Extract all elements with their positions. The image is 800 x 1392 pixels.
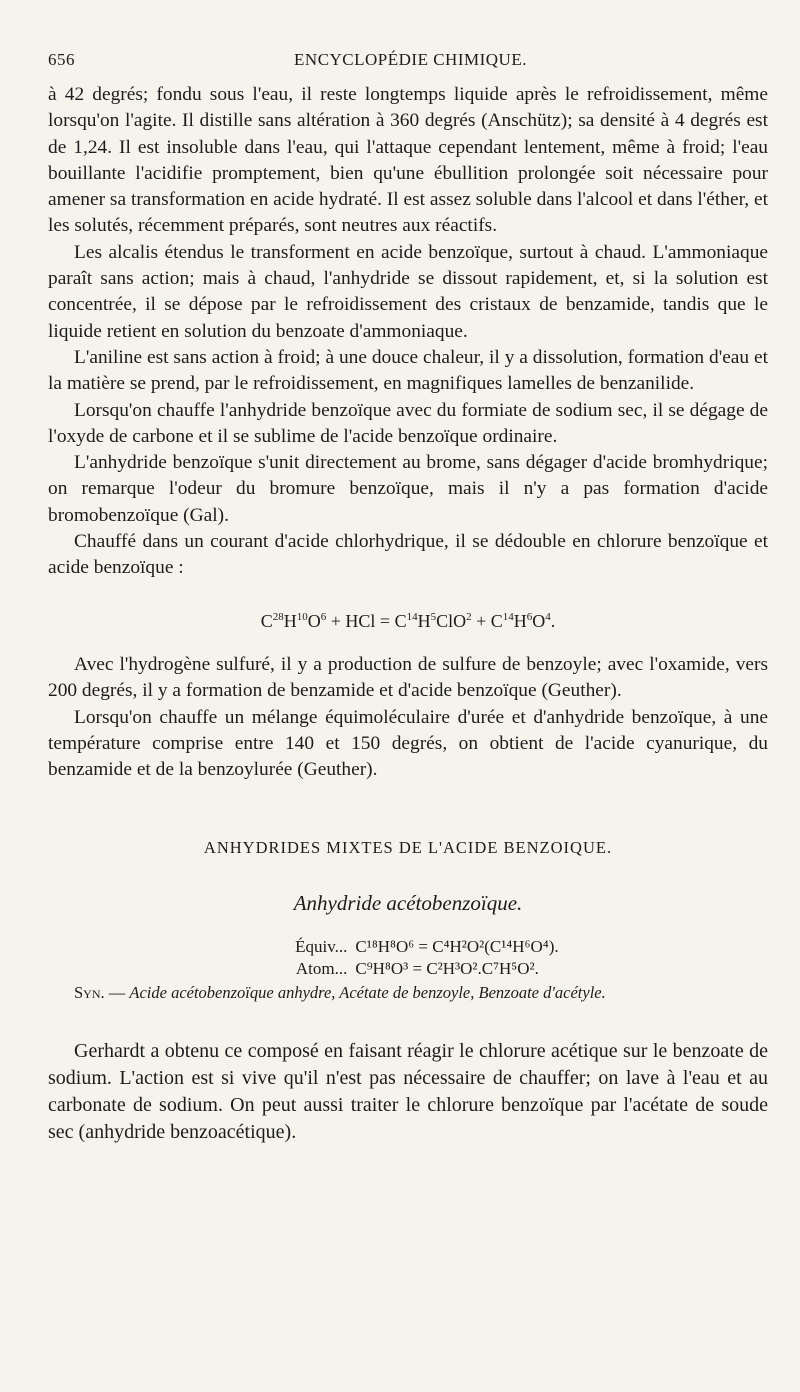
synonyms-line: Syn. — Acide acétobenzoïque anhydre, Acétate de benzoyle, Benzoate d'acétyle. [74, 983, 606, 1003]
equiv-row [257, 936, 558, 958]
atom-row [257, 958, 558, 980]
equiv-label: Équiv... [295, 937, 348, 957]
subtitle: Anhydride acétobenzoïque. [293, 890, 523, 915]
running-title: ENCYCLOPÉDIE CHIMIQUE. [294, 50, 527, 69]
paragraph: Avec l'hydrogène sulfuré, il y a production de sulfure de benzoyle; avec l'oxamide, vers 200 degrés, il y a formation de benzamide et d'acide benzoïque (Geuther). [48, 653, 768, 702]
atom-label: Atom... [295, 959, 348, 979]
chemical-equation: $C^{28}H^{10}O^6$ + HCl = $C^{14}H^5ClO^2 + C^{14}H^6O^4$. [260, 610, 556, 631]
atom-formula: C⁹H⁸O³ = C²H³O².C⁷H⁵O². [355, 959, 539, 979]
paragraph: Lorsqu'on chauffe un mélange équimoléculaire d'urée et d'anhydride benzoïque, à une température comprise entre 140 et 150 degrés, on obtient de l'acide cyanurique, du benzamide et de la benzoylurée (Geuther). [48, 706, 768, 781]
page-body [48, 82, 768, 1146]
synonyms-text: Acide acétobenzoïque anhydre, Acétate de benzoyle, Benzoate d'acétyle. [129, 983, 606, 1003]
paragraph: Chauffé dans un courant d'acide chlorhydrique, il se dédouble en chlorure benzoïque et acide benzoïque : [48, 531, 768, 579]
final-section [48, 1038, 768, 1146]
paragraph: Lorsqu'on chauffe l'anhydride benzoïque avec du formiate de sodium sec, il se dégage de l'oxyde de carbone et il se sublime de l'acide benzoïque ordinaire. [48, 399, 768, 447]
equiv-formula: C¹⁸H⁸O⁶ = C⁴H²O²(C¹⁴H⁶O⁴). [355, 937, 559, 957]
paragraph: à 42 degrés; fondu sous l'eau, il reste longtemps liquide après le refroidissement, même lorsqu'on l'agite. Il distille sans altération à 360 degrés (Anschütz); sa densité à 4 degrés est de 1,24. Il est insoluble dans l'eau, qui l'attaque cependant lentement, même à froid; l'eau bouillante l'acidifie promptement, bien qu'une ébullition prolongée soit nécessaire pour amener sa transformation en acide hydraté. Il est assez soluble dans l'alcool et dans l'éther, et les solutés, récemment préparés, sont neutres aux réactifs. [48, 84, 768, 237]
page-number: 656 [48, 50, 75, 69]
page-header [48, 50, 773, 76]
paragraph: L'anhydride benzoïque s'unit directement au brome, sans dégager d'acide bromhydrique; on remarque l'odeur du bromure benzoïque, mais il n'y a pas formation d'acide bromobenzoïque (Gal). [48, 452, 768, 526]
paragraph: L'aniline est sans action à froid; à une douce chaleur, il y a dissolution, formation d'eau et la matière se prend, par le refroidissement, en magnifiques lamelles de benzanilide. [48, 346, 768, 395]
section-title: ANHYDRIDES MIXTES DE L'ACIDE BENZOIQUE. [203, 838, 613, 858]
paragraph: Gerhardt a obtenu ce composé en faisant réagir le chlorure acétique sur le benzoate de sodium. L'action est si vive qu'il n'est pas nécessaire de chauffer; on lave à l'eau et au carbonate de sodium. On peut aussi traiter le chlorure benzoïque par l'acétate de soude sec (anhydride benzoacétique). [48, 1040, 768, 1144]
synonyms-label: Syn. [74, 983, 105, 1003]
formula-block [48, 936, 768, 980]
paragraph: Les alcalis étendus le transforment en acide benzoïque, surtout à chaud. L'ammoniaque paraît sans action; mais à chaud, l'anhydride se dissout rapidement, et, si la solution est concentrée, il se dépose par le refroidissement des cristaux de benzamide, tandis que le liquide retient en solution du benzoate d'ammoniaque. [48, 241, 768, 342]
